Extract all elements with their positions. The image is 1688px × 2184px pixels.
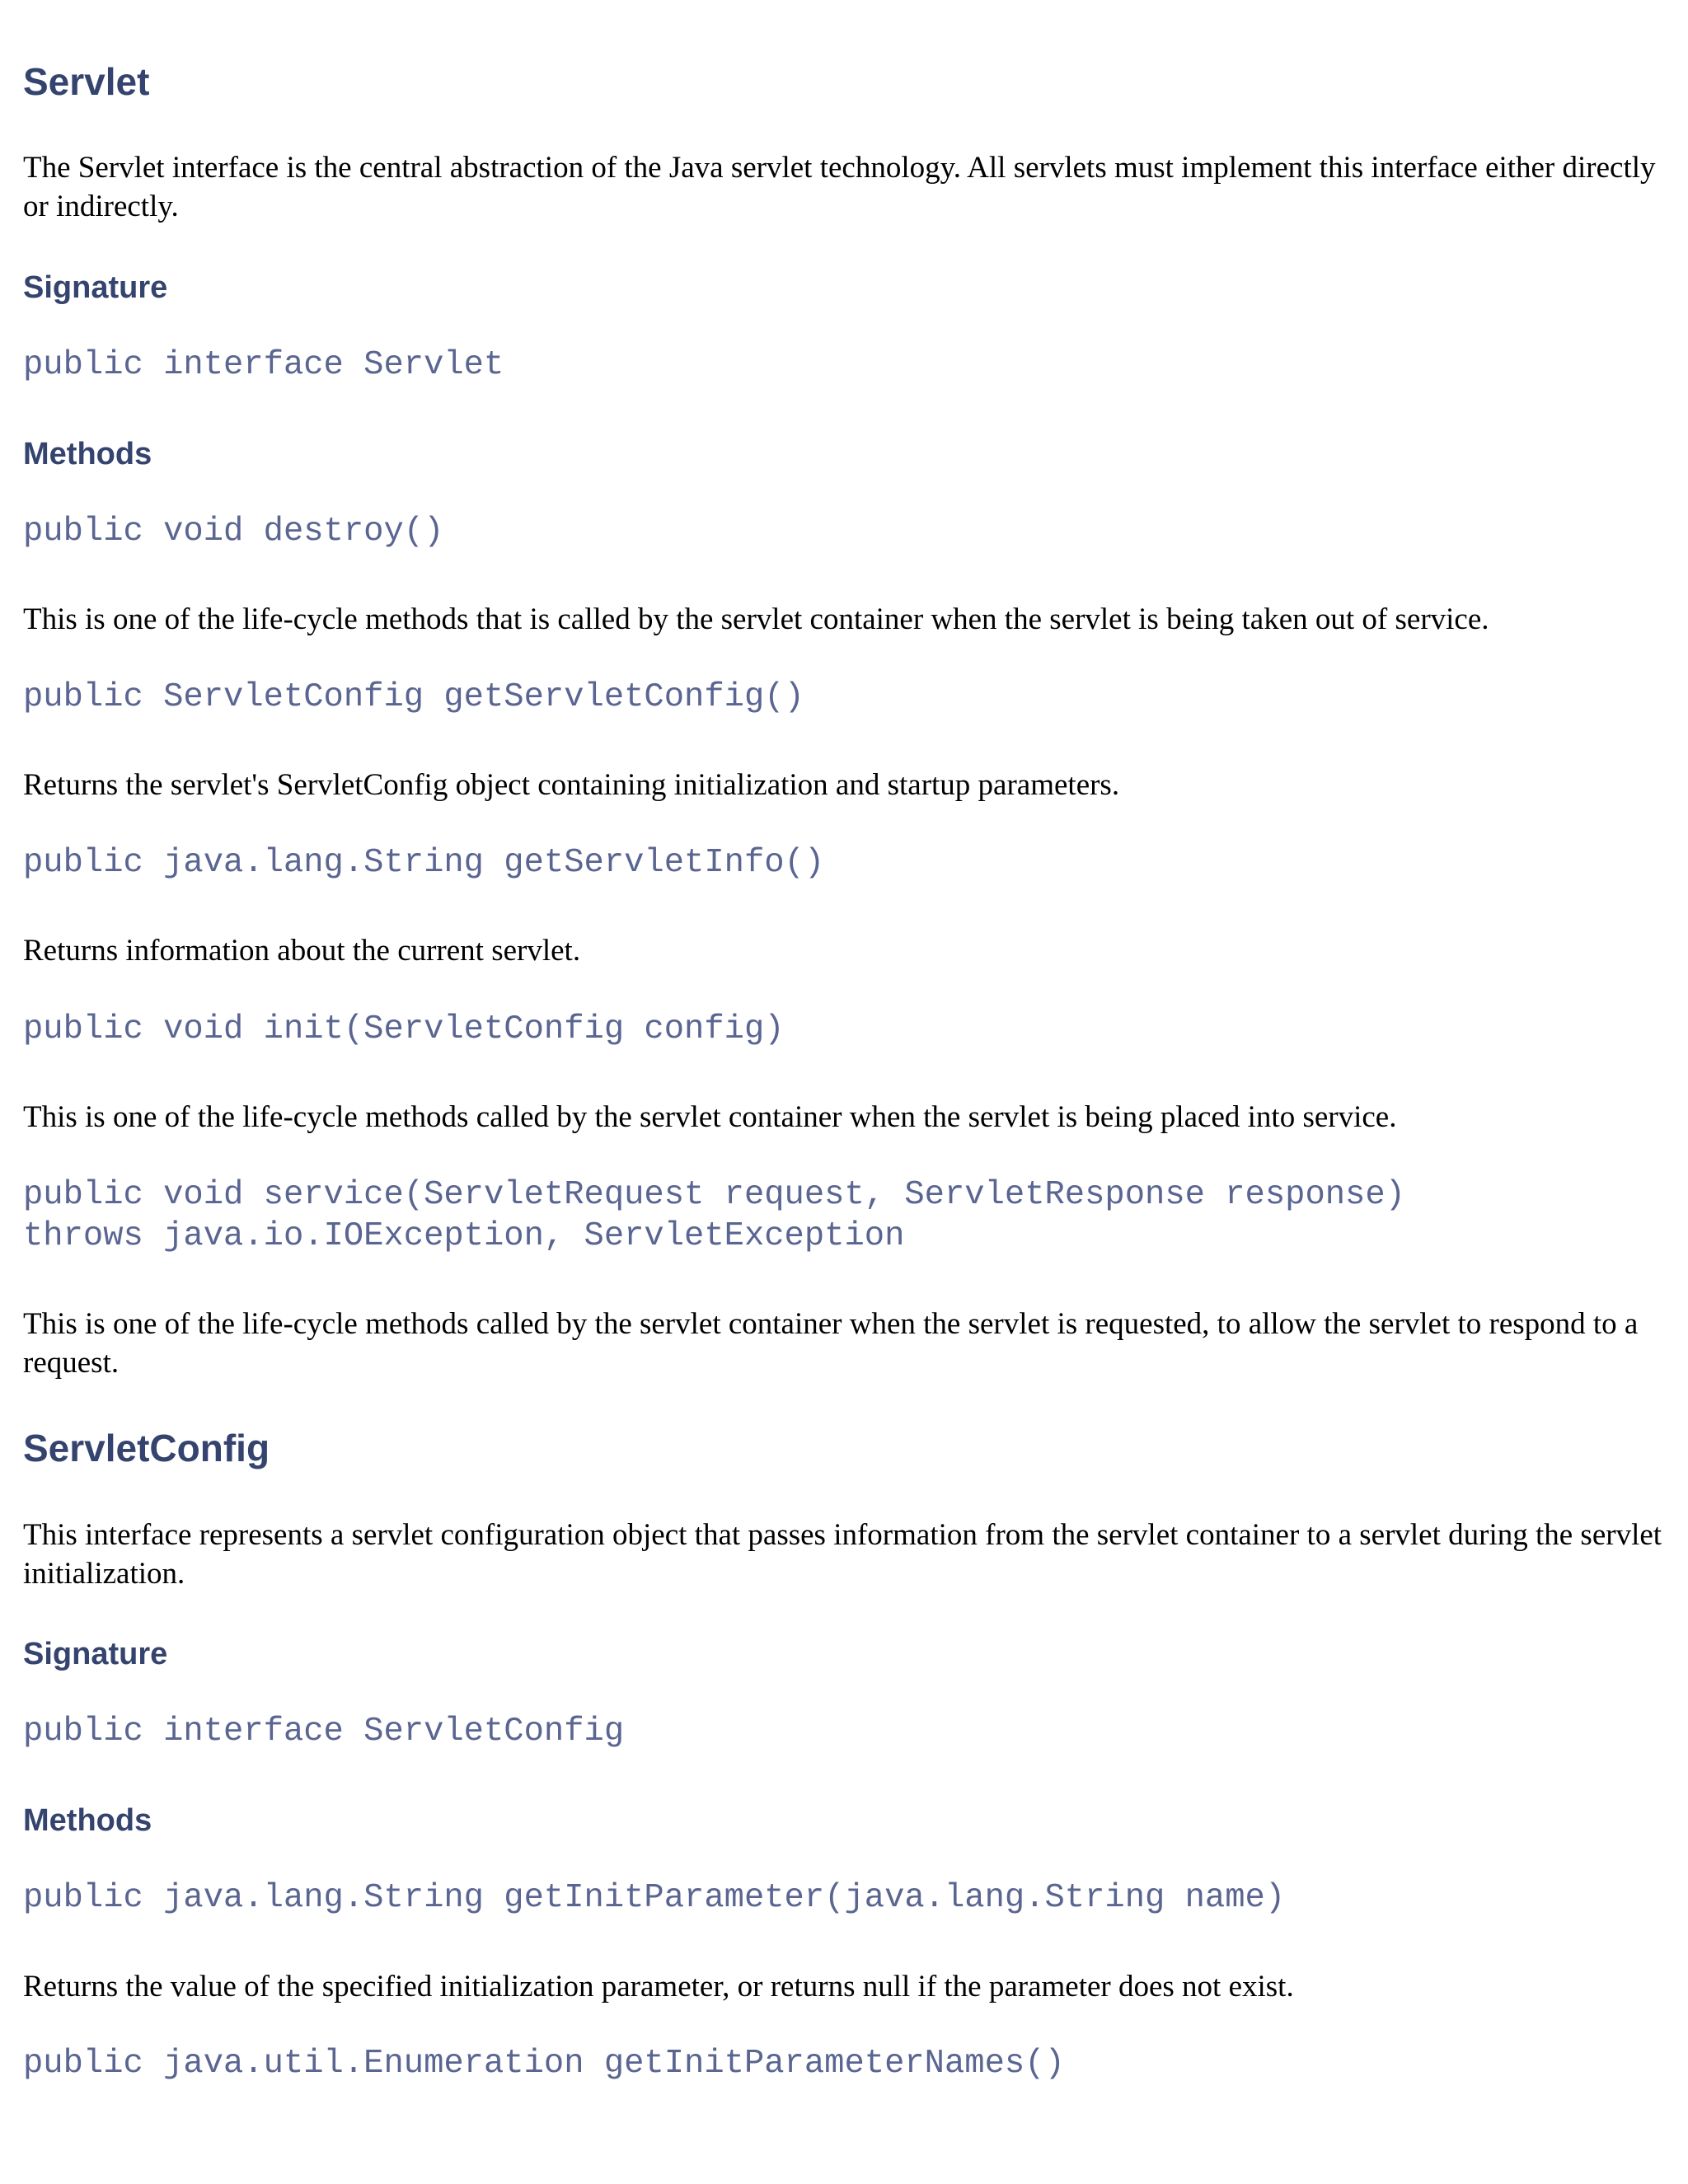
servletconfig-signature-code: public interface ServletConfig	[23, 1713, 625, 1750]
servlet-signature-code: public interface Servlet	[23, 346, 504, 384]
method-getservletconfig-signature: public ServletConfig getServletConfig()	[23, 678, 804, 716]
method-getinitparameter-signature: public java.lang.String getInitParameter(java.lang.String name)	[23, 1879, 1286, 1917]
servletconfig-methods-heading: Methods	[23, 1803, 152, 1838]
method-init-description: This is one of the life-cycle methods called by the servlet container when the servlet is being placed into service.	[23, 1100, 1397, 1134]
method-init-signature: public void init(ServletConfig config)	[23, 1010, 785, 1048]
method-service-signature-line2: throws java.io.IOException, ServletException	[23, 1217, 905, 1255]
method-getinitparameternames-signature: public java.util.Enumeration getInitParameterNames()	[23, 2045, 1065, 2083]
method-destroy-signature: public void destroy()	[23, 513, 444, 551]
method-service-description: This is one of the life-cycle methods called by the servlet container when the servlet is requested, to allow the servlet to respond to a request.	[23, 1307, 1639, 1380]
method-getinitparameter-description: Returns the value of the specified initialization parameter, or returns null if the parameter does not exist.	[23, 1970, 1294, 2004]
method-getservletinfo-signature: public java.lang.String getServletInfo()	[23, 844, 825, 882]
servlet-signature-heading: Signature	[23, 270, 168, 305]
servletconfig-description: This interface represents a servlet configuration object that passes information from the servlet container to a servlet during the servlet initialization.	[23, 1518, 1662, 1591]
servlet-methods-heading: Methods	[23, 437, 152, 471]
method-destroy-description: This is one of the life-cycle methods that is called by the servlet container when the servlet is being taken out of service.	[23, 602, 1489, 636]
servlet-description: The Servlet interface is the central abstraction of the Java servlet technology. All servlets must implement this interface either directly or indirectly.	[23, 151, 1656, 223]
method-getservletinfo-description: Returns information about the current servlet.	[23, 934, 581, 968]
servletconfig-section-title: ServletConfig	[23, 1427, 270, 1469]
method-getservletconfig-description: Returns the servlet's ServletConfig object containing initialization and startup parameters.	[23, 768, 1120, 802]
method-service-signature-line1: public void service(ServletRequest request, ServletResponse response)	[23, 1176, 1405, 1214]
servlet-section-title: Servlet	[23, 60, 150, 103]
servletconfig-signature-heading: Signature	[23, 1637, 168, 1671]
